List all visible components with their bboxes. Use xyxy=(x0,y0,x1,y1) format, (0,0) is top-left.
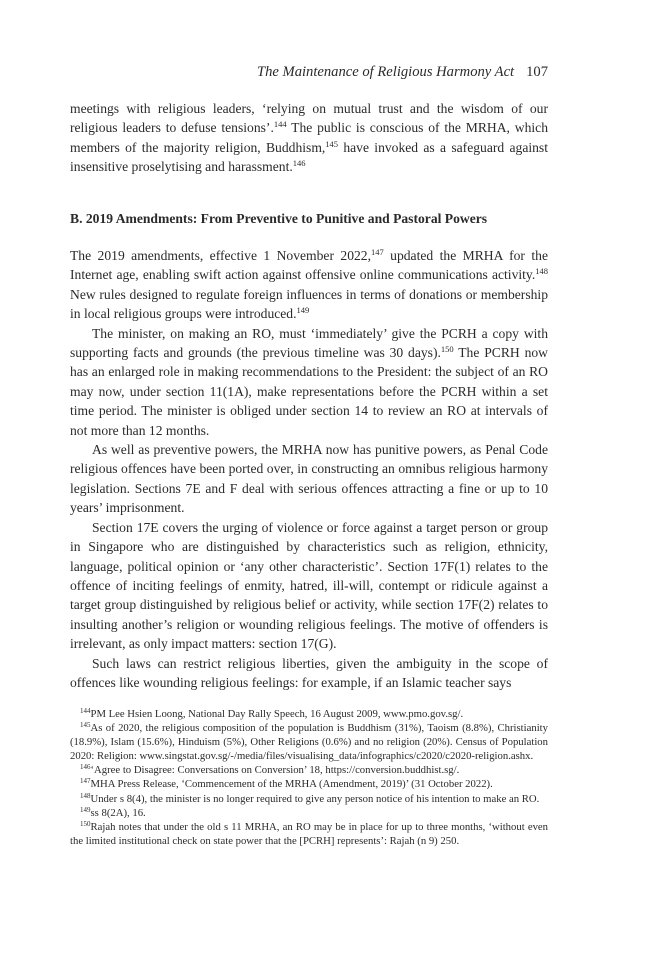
footnote xyxy=(70,820,548,848)
page-number: 107 xyxy=(526,64,548,80)
body-paragraph xyxy=(70,246,548,324)
footnote-number: 150 xyxy=(80,819,91,828)
footnote xyxy=(70,707,548,721)
footnote-number: 145 xyxy=(80,721,91,730)
intro-paragraph xyxy=(70,99,548,177)
intro-text: The public is conscious of the MRHA, which members of the majority religion, Buddhism, xyxy=(70,120,548,155)
footnote-text: ss 8(2A), 16. xyxy=(90,806,146,819)
paragraph-text: New rules designed to regulate foreign influences in terms of donations or membership in local religious groups were introduced. xyxy=(70,286,548,322)
footnote xyxy=(70,777,548,791)
footnote-text: As of 2020, the religious composition of the population is Buddhism (31%), Taoism (8.8%), Christianity (18.9%), Islam (15.6%), Hinduism (5%), Other Religions (0.6%) and no religion (20%). Census of Population 2020: Religion: www.singstat.gov.sg/-/media/files/visualising_data/infographics/c2020/c2020-religion.ashx. xyxy=(70,722,548,763)
body-paragraph xyxy=(70,324,548,440)
footnote-number: 147 xyxy=(80,777,91,786)
section-heading: B. 2019 Amendments: From Preventive to Punitive and Pastoral Powers xyxy=(70,211,488,226)
paragraph-text: The minister, on making an RO, must ‘immediately’ give the PCRH a copy with supporting facts and grounds (the previous timeline was 30 days). xyxy=(70,325,548,361)
footnote-ref[interactable]: 144 xyxy=(273,119,287,130)
intro-text: have invoked as a safeguard against insensitive proselytising and harassment. xyxy=(70,139,548,175)
footnote-ref[interactable]: 148 xyxy=(535,266,548,277)
body-text xyxy=(70,246,548,692)
footnote xyxy=(70,763,548,777)
footnote-text: MHA Press Release, ‘Commencement of the MRHA (Amendment, 2019)’ (31 October 2022). xyxy=(90,778,493,791)
paragraph-text: The PCRH now has an enlarged role in making recommendations to the President: the subject of an RO may now, under section 11(1A), make representations before the PCRH within a set time period. The minister is obliged under section 14 to review an RO at intervals of not more than 12 months. xyxy=(70,345,548,438)
footnote-text: Under s 8(4), the minister is no longer required to give any person notice of his intention to make an RO. xyxy=(90,792,540,805)
footnote-ref[interactable]: 150 xyxy=(440,344,454,355)
footnote xyxy=(70,806,548,820)
intro-text: meetings with religious leaders, ‘relying on mutual trust and the wisdom of our religious leaders to defuse tensions’. xyxy=(70,101,548,136)
running-title: The Maintenance of Religious Harmony Act xyxy=(257,64,515,80)
footnote-number: 148 xyxy=(80,791,91,800)
footnote xyxy=(70,721,548,763)
footnote-number: 146 xyxy=(80,763,91,772)
paragraph-text: The 2019 amendments, effective 1 November 2022, xyxy=(70,248,371,263)
footnote-text: ‘Agree to Disagree: Conversations on Conversion’ 18, https://conversion.buddhist.sg/. xyxy=(90,764,460,777)
footnote xyxy=(70,792,548,806)
footnote-text: PM Lee Hsien Loong, National Day Rally Speech, 16 August 2009, www.pmo.gov.sg/. xyxy=(90,708,464,720)
body-paragraph: As well as preventive powers, the MRHA now has punitive powers, as Penal Code religious offences have been ported over, in constructing an omnibus religious harmony legislation. Sections 7E and F deal with serious offences attracting a fine or up to 10 years’ imprisonment. xyxy=(70,442,548,516)
running-header xyxy=(70,64,548,81)
footnote-ref[interactable]: 146 xyxy=(292,158,306,169)
footnote-number: 144 xyxy=(80,707,91,715)
footnote-ref[interactable]: 149 xyxy=(296,305,310,316)
body-paragraph: Section 17E covers the urging of violence or force against a target person or group in Singapore who are distinguished by characteristics such as religion, ethnicity, language, political opinion or ‘any other characteristic’. Section 17F(1) relates to the offence of inciting feelings of enmity, hatred, ill-will, contempt or ridicule against a target group distinguished by religious belief or activity, while section 17F(2) relates to insulting another’s religion or wounding religious feelings. The motive of offenders is irrelevant, as only impact matters: section 17(G). xyxy=(70,519,548,652)
footnote-number: 149 xyxy=(80,805,91,814)
footnote-ref[interactable]: 147 xyxy=(371,247,384,257)
footnotes xyxy=(70,707,548,848)
paragraph-text: updated the MRHA for the Internet age, enabling swift action against offensive online communications activity. xyxy=(70,248,548,283)
body-paragraph: Such laws can restrict religious liberties, given the ambiguity in the scope of offences like wounding religious feelings: for example, if an Islamic teacher says xyxy=(70,655,548,690)
footnote-text: Rajah notes that under the old s 11 MRHA, an RO may be in place for up to three months, ‘without even the limited institutional check on state power that the [PCRH] represents’: Rajah (n 9) 250. xyxy=(70,820,548,847)
footnote-ref[interactable]: 145 xyxy=(325,138,339,149)
